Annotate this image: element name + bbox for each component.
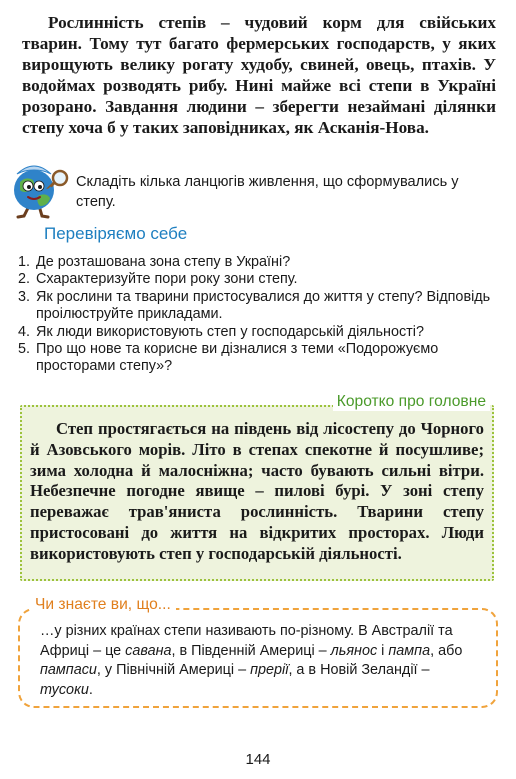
term-tussocks: тусоки — [40, 681, 89, 698]
list-item: 4. Як люди використовують степ у господарській діяльності? — [18, 323, 424, 340]
list-item: 5. Про що нове та корисне ви дізналися з теми «Подорожуємо просторами степу»? — [18, 341, 439, 375]
questions-list — [18, 254, 502, 376]
term-savanna: савана — [125, 642, 172, 659]
check-yourself-heading: Перевіряємо себе — [44, 224, 188, 243]
task-text: Складіть кілька ланцюгів живлення, що сформувались у степу. — [76, 174, 459, 210]
summary-label: Коротко про головне — [333, 393, 490, 411]
did-you-know-text: …у різних країнах степи називають по-різному. В Австралії та Африці – це савана, в Південній Америці – льянос і пампа, або пампаси, у Північній Америці – прерії, а в Новій Зеландії – тусоки. — [40, 623, 463, 698]
list-item: 2. Схарактеризуйте пори року зони степу. — [18, 271, 298, 288]
summary-text: Степ простягається на південь від лісостепу до Чорного й Азовського морів. Літо в степах спекотне й посушливе; зима холодна й малосніжна; часто бувають сильні вітри. Небезпечне погодне явище – пилові бурі. У зоні степу переважає трав'яниста рослинність. Тварини степу пристосовані до життя на відкритих просторах. Люди використовують степ у господарській діяльності. — [30, 419, 484, 563]
list-item: 3. Як рослини та тварини пристосувалися до життя у степу? Відповідь проілюструйте прикладами. — [18, 288, 491, 323]
did-you-know-title: Чи знаєте ви, що... — [30, 596, 176, 614]
list-item: 1. Де розташована зона степу в Україні? — [18, 254, 291, 270]
page-number: 144 — [245, 751, 271, 768]
term-pampas: пампаси — [40, 662, 97, 679]
globe-mascot-magnifier-icon — [6, 160, 72, 220]
term-llanos: льянос — [330, 642, 378, 659]
term-pampa: пампа — [388, 642, 431, 659]
term-prairies: прерії — [250, 662, 289, 679]
intro-paragraph: Рослинність степів – чудовий корм для свійських тварин. Тому тут багато фермерських господарств, у яких вирощують велику рогату худобу, свиней, овець, птахів. У водоймах розводять рибу. Нині майже всі степи в Україні розорано. Завдання людини – зберегти незаймані ділянки степу хоча б у таких заповідниках, як Асканія-Нова. — [22, 13, 496, 137]
